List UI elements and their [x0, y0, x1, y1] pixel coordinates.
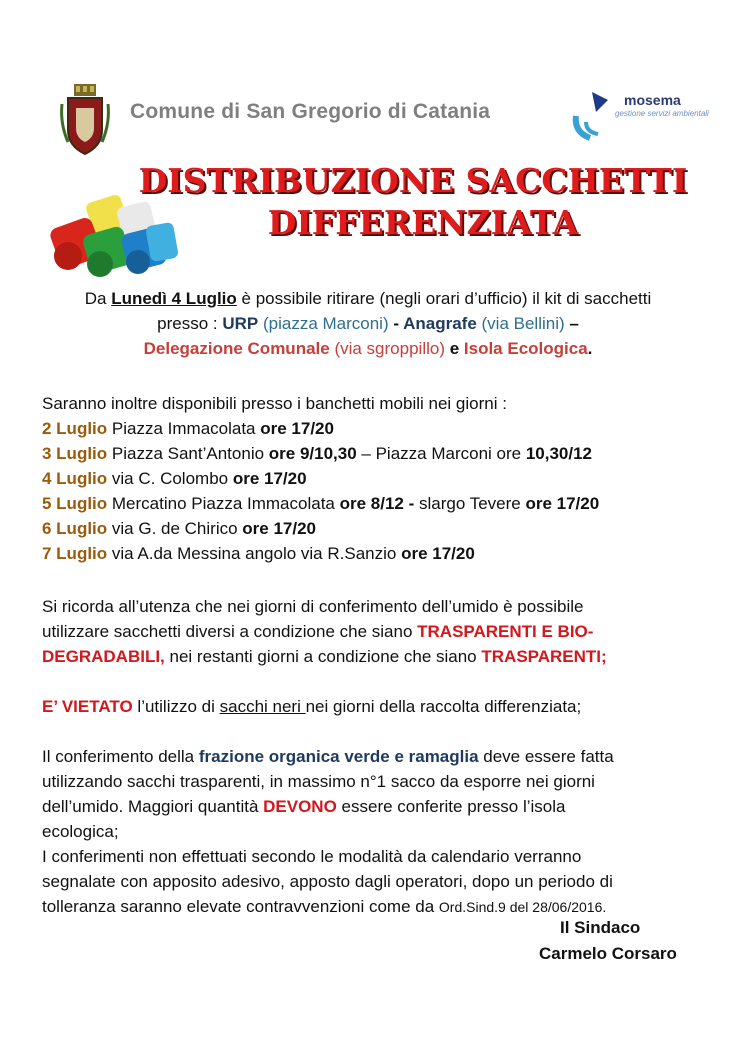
schedule-item: 6 Luglio via G. de Chirico ore 17/20 [42, 519, 317, 538]
organica-line-2: utilizzando sacchi trasparenti, in massimo n°1 sacco da esporre nei giorni [42, 772, 595, 791]
organica-line-4: ecologica; [42, 822, 119, 841]
intro-line-1: Da Lunedì 4 Luglio è possibile ritirare (negli orari d’ufficio) il kit di sacchetti [84, 289, 652, 308]
coat-of-arms-icon [60, 84, 110, 156]
title-line-2: DIFFERENZIATA [267, 203, 579, 242]
location-anagrafe: Anagrafe [403, 314, 477, 333]
vietato-line: E’ VIETATO l’utilizzo di sacchi neri nei giorni della raccolta differenziata; [42, 697, 582, 716]
schedule-item: 3 Luglio Piazza Sant’Antonio ore 9/10,30 – Piazza Marconi ore 10,30/12 [42, 444, 593, 463]
intro-line-2: presso : URP (piazza Marconi) - Anagrafe (via Bellini) – [157, 314, 579, 333]
organica-line-5: I conferimenti non effettuati secondo le modalità da calendario verranno [42, 847, 582, 866]
title-line-1: DISTRIBUZIONE SACCHETTI [138, 161, 688, 200]
location-urp: URP [222, 314, 259, 333]
start-date: Lunedì 4 Luglio [111, 289, 237, 308]
garbage-bag-rolls-icon [40, 190, 180, 280]
umido-line-2: utilizzare sacchetti diversi a condizione che siano TRASPARENTI E BIO- [42, 622, 594, 641]
ordinance-ref: Ord.Sind.9 del 28/06/2016. [438, 899, 607, 915]
organica-line-7: tolleranza saranno elevate contravvenzioni come da Ord.Sind.9 del 28/06/2016. [42, 897, 607, 916]
schedule-item: 2 Luglio Piazza Immacolata ore 17/20 [42, 419, 334, 438]
location-delegazione: Delegazione Comunale [143, 339, 330, 358]
signature-name: Carmelo Corsaro [539, 944, 677, 963]
organica-line-6: segnalate con apposito adesivo, apposto dagli operatori, dopo un periodo di [42, 872, 613, 891]
schedule-item: 4 Luglio via C. Colombo ore 17/20 [42, 469, 307, 488]
signature-role: Il Sindaco [560, 918, 641, 937]
municipality-name: Comune di San Gregorio di Catania [130, 100, 491, 123]
brand-tagline: gestione servizi ambientali [615, 109, 709, 118]
brand-name: mosema [624, 92, 681, 108]
organica-line-1: Il conferimento della frazione organica verde e ramaglia deve essere fatta [42, 747, 614, 766]
schedule-intro: Saranno inoltre disponibili presso i banchetti mobili nei giorni : [42, 394, 507, 413]
schedule-item: 5 Luglio Mercatino Piazza Immacolata ore 8/12 - slargo Tevere ore 17/20 [42, 494, 600, 513]
umido-line-1: Si ricorda all’utenza che nei giorni di conferimento dell’umido è possibile [42, 597, 584, 616]
schedule-item: 7 Luglio via A.da Messina angolo via R.Sanzio ore 17/20 [42, 544, 475, 563]
mosema-logo-icon [572, 86, 612, 146]
organica-line-3: dell’umido. Maggiori quantità DEVONO essere conferite presso l’isola [42, 797, 566, 816]
location-isola: Isola Ecologica [463, 339, 588, 358]
vietato-label: E’ VIETATO [42, 697, 133, 716]
umido-line-3: DEGRADABILI, nei restanti giorni a condizione che siano TRASPARENTI; [42, 647, 607, 666]
intro-line-3: Delegazione Comunale (via sgroppillo) e Isola Ecologica. [143, 339, 593, 358]
